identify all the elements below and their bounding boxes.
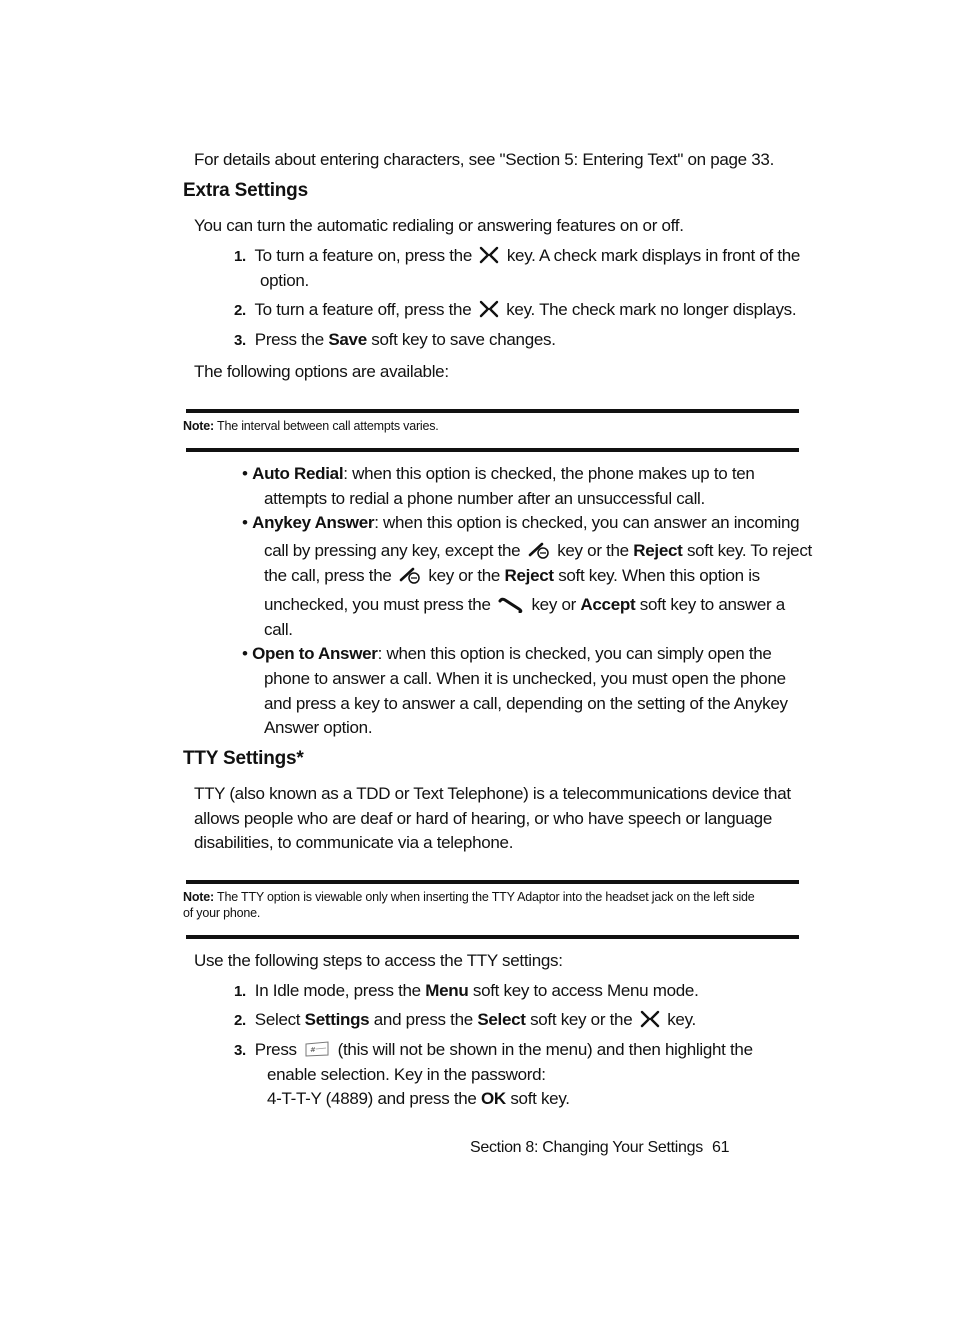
bullet-line — [264, 539, 812, 566]
bullet-text: the call, press the — [264, 566, 392, 585]
bullet-auto-redial — [242, 462, 755, 486]
bullet-text: call by pressing any key, except the — [264, 541, 521, 560]
nav-key-icon — [479, 246, 499, 271]
tty-step-1 — [234, 979, 699, 1004]
step-text: (this will not be shown in the menu) and then highlight the — [337, 1040, 753, 1059]
intro-text: For details about entering characters, see "Section 5: Entering Text" on page 33. — [194, 150, 774, 169]
tty-steps-intro: Use the following steps to access the TTY settings: — [194, 951, 563, 970]
ok-softkey-label: OK — [481, 1089, 506, 1108]
step-number: 1. — [234, 983, 246, 1000]
bullet-term: Open to Answer — [252, 644, 378, 663]
tty-step-2 — [234, 1008, 696, 1035]
bullet-term: Anykey Answer — [252, 513, 375, 532]
bullet-open-to-answer — [242, 642, 772, 666]
bullet-term: Auto Redial — [252, 464, 344, 483]
note-label: Note: — [183, 890, 214, 904]
options-intro: The following options are available: — [194, 362, 449, 381]
note-top-rule — [186, 409, 799, 413]
tty-desc-line: disabilities, to communicate via a telephone. — [194, 833, 514, 852]
tty-desc-line: TTY (also known as a TDD or Text Telephone) is a telecommunications device that — [194, 784, 791, 803]
pound-key-icon — [304, 1040, 330, 1065]
bullet-text: : when this option is checked, you can answer an incoming — [374, 513, 800, 532]
note-text: of your phone. — [183, 906, 261, 920]
step-text: Press the — [254, 330, 324, 349]
step-text: key. A check mark displays in front of the — [506, 246, 801, 265]
step-number: 1. — [234, 248, 246, 265]
bullet-dot: • — [242, 464, 248, 483]
step-text: To turn a feature off, press the — [254, 300, 472, 319]
extra-settings-heading: Extra Settings — [183, 180, 308, 201]
step-text: To turn a feature on, press the — [254, 246, 472, 265]
bullet-text: : when this option is checked, the phone makes up to ten — [343, 464, 755, 483]
step-text: key. — [667, 1010, 696, 1029]
note-top-rule — [186, 880, 799, 884]
step-text: soft key to save changes. — [371, 330, 556, 349]
step-text: Select — [254, 1010, 301, 1029]
step-number: 3. — [234, 1042, 246, 1059]
step-text: key. The check mark no longer displays. — [506, 300, 797, 319]
bullet-text: call. — [264, 620, 293, 639]
step-text: In Idle mode, press the — [254, 981, 421, 1000]
settings-label: Settings — [304, 1010, 370, 1029]
svg-text:#: # — [310, 1046, 316, 1054]
note-text: The interval between call attempts varies. — [217, 419, 439, 433]
bullet-text: attempts to redial a phone number after an unsuccessful call. — [264, 489, 705, 508]
footer-section: Section 8: Changing Your Settings — [470, 1139, 703, 1156]
bullet-text: and press a key to answer a call, depending on the setting of the Anykey — [264, 694, 788, 713]
bullet-line — [264, 593, 785, 620]
select-softkey-label: Select — [477, 1010, 526, 1029]
send-key-icon — [498, 596, 524, 620]
step-text: soft key to access Menu mode. — [472, 981, 699, 1000]
end-key-icon — [528, 541, 550, 566]
step-2 — [234, 298, 796, 325]
bullet-anykey-answer — [242, 511, 799, 535]
reject-softkey-label: Reject — [633, 541, 683, 560]
note — [183, 418, 439, 434]
bullet-text: soft key. When this option is — [558, 566, 760, 585]
bullet-text: : when this option is checked, you can simply open the — [377, 644, 772, 663]
extra-settings-desc: You can turn the automatic redialing or answering features on or off. — [194, 216, 684, 235]
step-number: 2. — [234, 302, 246, 319]
bullet-text: soft key. To reject — [686, 541, 812, 560]
tty-desc-line: allows people who are deaf or hard of hearing, or who have speech or language — [194, 809, 772, 828]
bullet-text: key or the — [557, 541, 629, 560]
bullet-text: unchecked, you must press the — [264, 595, 491, 614]
tty-settings-heading: TTY Settings* — [183, 748, 304, 769]
note-bottom-rule — [186, 448, 799, 452]
bullet-line — [264, 564, 760, 591]
step-1 — [234, 244, 800, 271]
bullet-text: key or the — [428, 566, 501, 585]
step-number: 3. — [234, 332, 246, 349]
tty-step-3 — [234, 1038, 753, 1065]
step-text: soft key. — [510, 1089, 570, 1108]
reject-softkey-label: Reject — [504, 566, 554, 585]
note-label: Note: — [183, 419, 214, 433]
tty-note — [183, 889, 755, 905]
note-bottom-rule — [186, 935, 799, 939]
save-softkey-label: Save — [328, 330, 367, 349]
step-3 — [234, 328, 556, 353]
bullet-dot: • — [242, 644, 248, 663]
bullet-text: Answer option. — [264, 718, 373, 737]
end-key-icon — [399, 566, 421, 591]
nav-key-icon — [479, 300, 499, 325]
bullet-text: key or — [531, 595, 576, 614]
page-number: 61 — [712, 1139, 730, 1156]
step-text: soft key or the — [530, 1010, 633, 1029]
step-1-cont: option. — [260, 271, 309, 290]
bullet-text: soft key to answer a — [639, 595, 785, 614]
step-text: enable selection. Key in the password: — [267, 1065, 546, 1084]
step-text: 4-T-T-Y (4889) and press the — [267, 1089, 477, 1108]
menu-softkey-label: Menu — [425, 981, 469, 1000]
step-text: Press — [254, 1040, 297, 1059]
nav-key-icon — [640, 1010, 660, 1035]
step-text: and press the — [373, 1010, 473, 1029]
bullet-text: phone to answer a call. When it is unchecked, you must open the phone — [264, 669, 786, 688]
tty-step-3-line3 — [267, 1087, 570, 1111]
note-text: The TTY option is viewable only when inserting the TTY Adaptor into the headset jack on the left side — [217, 890, 755, 904]
bullet-dot: • — [242, 513, 248, 532]
accept-softkey-label: Accept — [580, 595, 636, 614]
step-number: 2. — [234, 1012, 246, 1029]
